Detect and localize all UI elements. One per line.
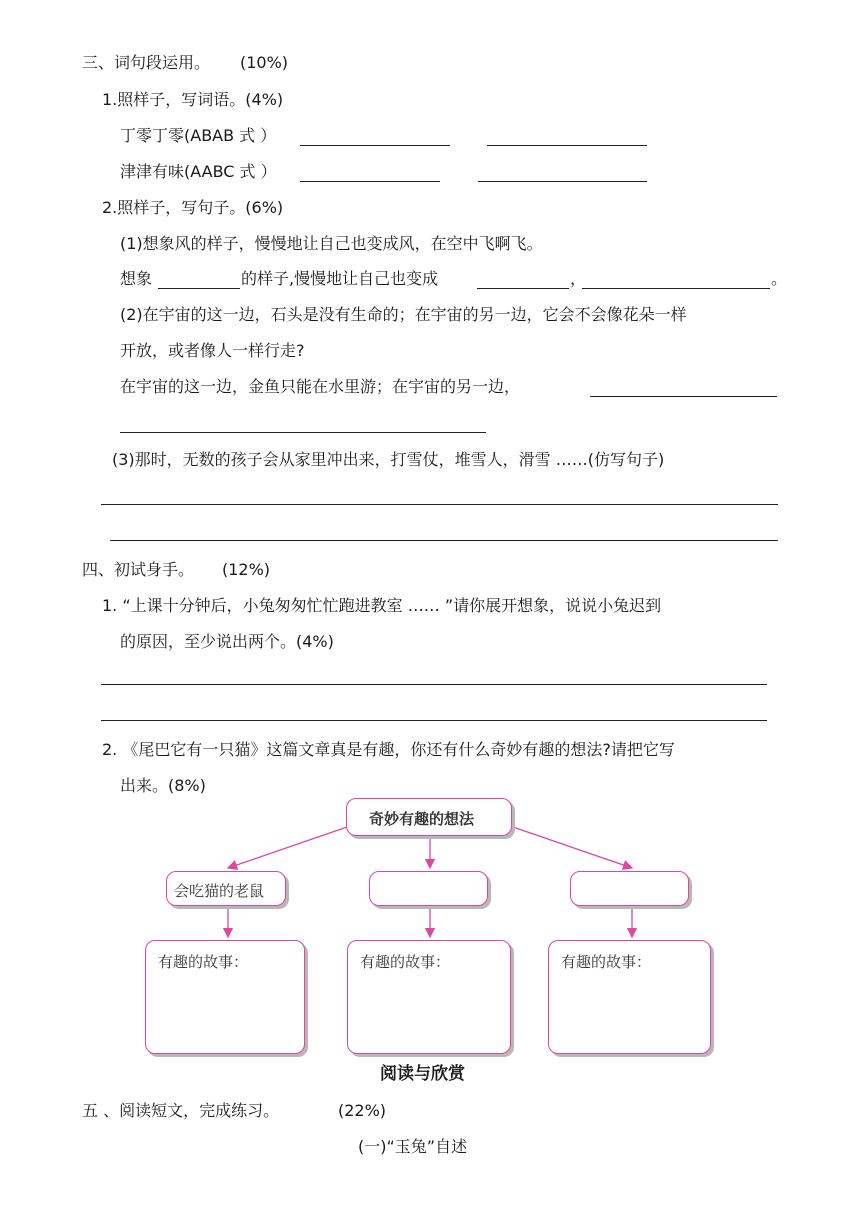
q2-item1-fill-a: 想象 xyxy=(120,269,153,288)
diagram-root xyxy=(346,798,512,836)
q2-item2-fill: 在宇宙的这一边，金鱼只能在水里游；在宇宙的另一边， xyxy=(120,377,521,396)
story-box-middle[interactable] xyxy=(347,940,511,1054)
q2-item1-fill-b: 的样子,慢慢地让自己也变成 xyxy=(241,269,439,288)
idea-box-right[interactable] xyxy=(570,871,689,906)
s4-q2-line2: 出来。(8%) xyxy=(120,776,206,795)
s4-q2-line1: 2. 《尾巴它有一只猫》这篇文章真是有趣，你还有什么奇妙有趣的想法?请把它写 xyxy=(102,740,675,759)
section4-score: (12%) xyxy=(222,560,271,579)
q2-item3: (3)那时，无数的孩子会从家里冲出来，打雪仗，堆雪人，滑雪 ……(仿写句子) xyxy=(112,450,665,469)
section3-title: 三、词句段运用。 xyxy=(82,53,211,72)
arrow-root-to-right xyxy=(510,826,632,868)
section5-title: 五 、阅读短文，完成练习。 xyxy=(82,1101,280,1120)
story-box-right[interactable] xyxy=(548,940,711,1054)
q1-example-abab: 丁零丁零(ABAB 式 ） xyxy=(120,126,277,145)
idea-box-middle[interactable] xyxy=(369,871,488,906)
idea-box-left[interactable] xyxy=(166,871,286,906)
q2-item1-fill-c: ， xyxy=(570,269,587,288)
story-box-right-label: 有趣的故事： xyxy=(561,953,652,971)
story-box-middle-label: 有趣的故事： xyxy=(360,953,451,971)
s4-q1-line2: 的原因，至少说出两个。(4%) xyxy=(120,632,334,651)
section5-score: (22%) xyxy=(338,1101,387,1120)
s4-q1-line1: 1. “上课十分钟后，小兔匆匆忙忙跑进教室 …… ”请你展开想象，说说小兔迟到 xyxy=(102,596,662,615)
q2-item1-fill-d: 。 xyxy=(771,269,788,288)
story-box-left[interactable] xyxy=(145,940,305,1054)
reading-heading: 阅读与欣赏 xyxy=(380,1064,465,1084)
passage-title: (一)“玉兔”自述 xyxy=(358,1137,468,1156)
story-box-left-label: 有趣的故事： xyxy=(158,953,249,971)
section4-title: 四、初试身手。 xyxy=(82,560,195,579)
arrow-root-to-left xyxy=(228,826,350,868)
q2-item2-line2: 开放，或者像人一样行走? xyxy=(120,341,305,360)
q1-example-aabc: 津津有味(AABC 式 ） xyxy=(120,162,277,181)
section3-score: (10%) xyxy=(240,53,289,72)
q2-item1-example: (1)想象风的样子，慢慢地让自己也变成风，在空中飞啊飞。 xyxy=(120,234,543,253)
q2-item2-line1: (2)在宇宙的这一边，石头是没有生命的；在宇宙的另一边，它会不会像花朵一样 xyxy=(120,305,687,324)
q2-title: 2.照样子，写句子。(6%) xyxy=(102,198,284,217)
diagram-root-label: 奇妙有趣的想法 xyxy=(369,810,475,828)
idea-box-left-label: 会吃猫的老鼠 xyxy=(174,882,265,900)
q1-title: 1.照样子，写词语。(4%) xyxy=(102,90,284,109)
